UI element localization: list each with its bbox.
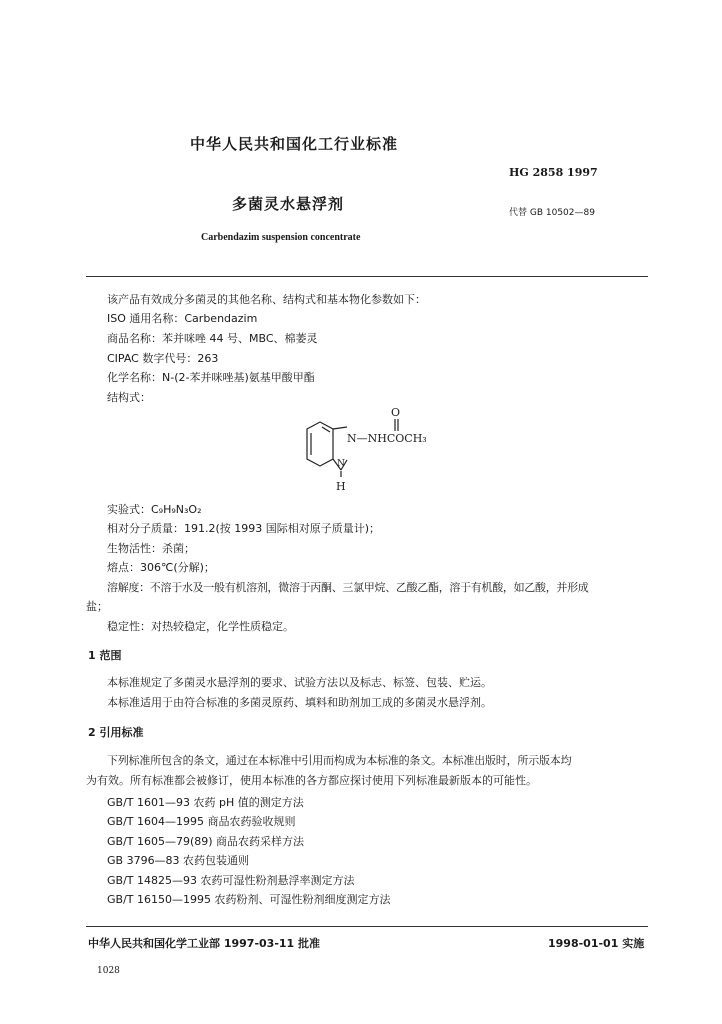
replaces-note: 代替 GB 10502—89 [509,208,595,218]
reference-item: GB/T 16150—1995 农药粉剂、可湿性粉剂细度测定方法 [107,893,391,906]
bottom-rule [86,926,648,927]
section-2-para-2: 为有效。所有标准都会被修订，使用本标准的各方都应探讨使用下列标准最新版本的可能性。 [86,774,537,787]
structural-formula [295,402,465,497]
reference-item: GB 3796—83 农药包装通则 [107,854,250,867]
top-rule [86,276,648,277]
document-title: 多菌灵水悬浮剂 [232,195,345,213]
side-chain-label: N—NHCOCH₃ [347,432,427,445]
melting-point: 熔点：306℃(分解)； [107,561,215,574]
intro-lead: 该产品有效成分多菌灵的其他名称、结构式和基本物化参数如下： [107,293,426,306]
standard-code: HG 2858 1997 [509,166,598,179]
biological-activity: 生物活性：杀菌； [107,542,195,555]
structure-label: 结构式： [107,391,151,404]
empirical-formula: 实验式：C₉H₉N₃O₂ [107,503,202,516]
reference-item: GB/T 1604—1995 商品农药验收规则 [107,815,296,828]
reference-item: GB/T 1601—93 农药 pH 值的测定方法 [107,796,304,809]
reference-item: GB/T 14825—93 农药可湿性粉剂悬浮率测定方法 [107,874,355,887]
section-2-heading: 2 引用标准 [88,726,144,739]
section-1-heading: 1 范围 [88,649,122,662]
section-1-para-2: 本标准适用于由符合标准的多菌灵原药、填料和助剂加工成的多菌灵水悬浮剂。 [107,696,492,709]
molecular-mass: 相对分子质量：191.2(按 1993 国际相对原子质量计)； [107,522,381,535]
cipac-code: CIPAC 数字代号：263 [107,352,219,365]
ring-nitrogen: N [337,459,345,469]
carbonyl-oxygen: O [391,406,401,419]
reference-item: GB/T 1605—79(89) 商品农药采样方法 [107,835,305,848]
solubility-line-1: 溶解度：不溶于水及一般有机溶剂，微溶于丙酮、三氯甲烷、乙酸乙酯，溶于有机酸，如乙酸，并形成 [107,581,589,594]
stability: 稳定性：对热较稳定，化学性质稳定。 [107,620,294,633]
iso-name: ISO 通用名称：Carbendazim [107,312,258,325]
solubility-line-2: 盐； [86,600,108,613]
section-2-para-1: 下列标准所包含的条文，通过在本标准中引用而构成为本标准的条文。本标准出版时，所示版本均 [107,754,572,767]
trade-names: 商品名称：苯并咪唑 44 号、MBC、棉萎灵 [107,332,318,345]
page-number: 1028 [97,966,120,976]
standard-title: 中华人民共和国化工行业标准 [190,135,399,153]
approval-line: 中华人民共和国化学工业部 1997-03-11 批准 [88,937,321,950]
ring-hydrogen: H [336,480,346,493]
english-title: Carbendazim suspension concentrate [201,232,361,243]
chemical-name: 化学名称：N-(2-苯并咪唑基)氨基甲酸甲酯 [107,371,315,384]
effective-date: 1998-01-01 实施 [548,937,645,950]
section-1-para-1: 本标准规定了多菌灵水悬浮剂的要求、试验方法以及标志、标签、包装、贮运。 [107,676,492,689]
